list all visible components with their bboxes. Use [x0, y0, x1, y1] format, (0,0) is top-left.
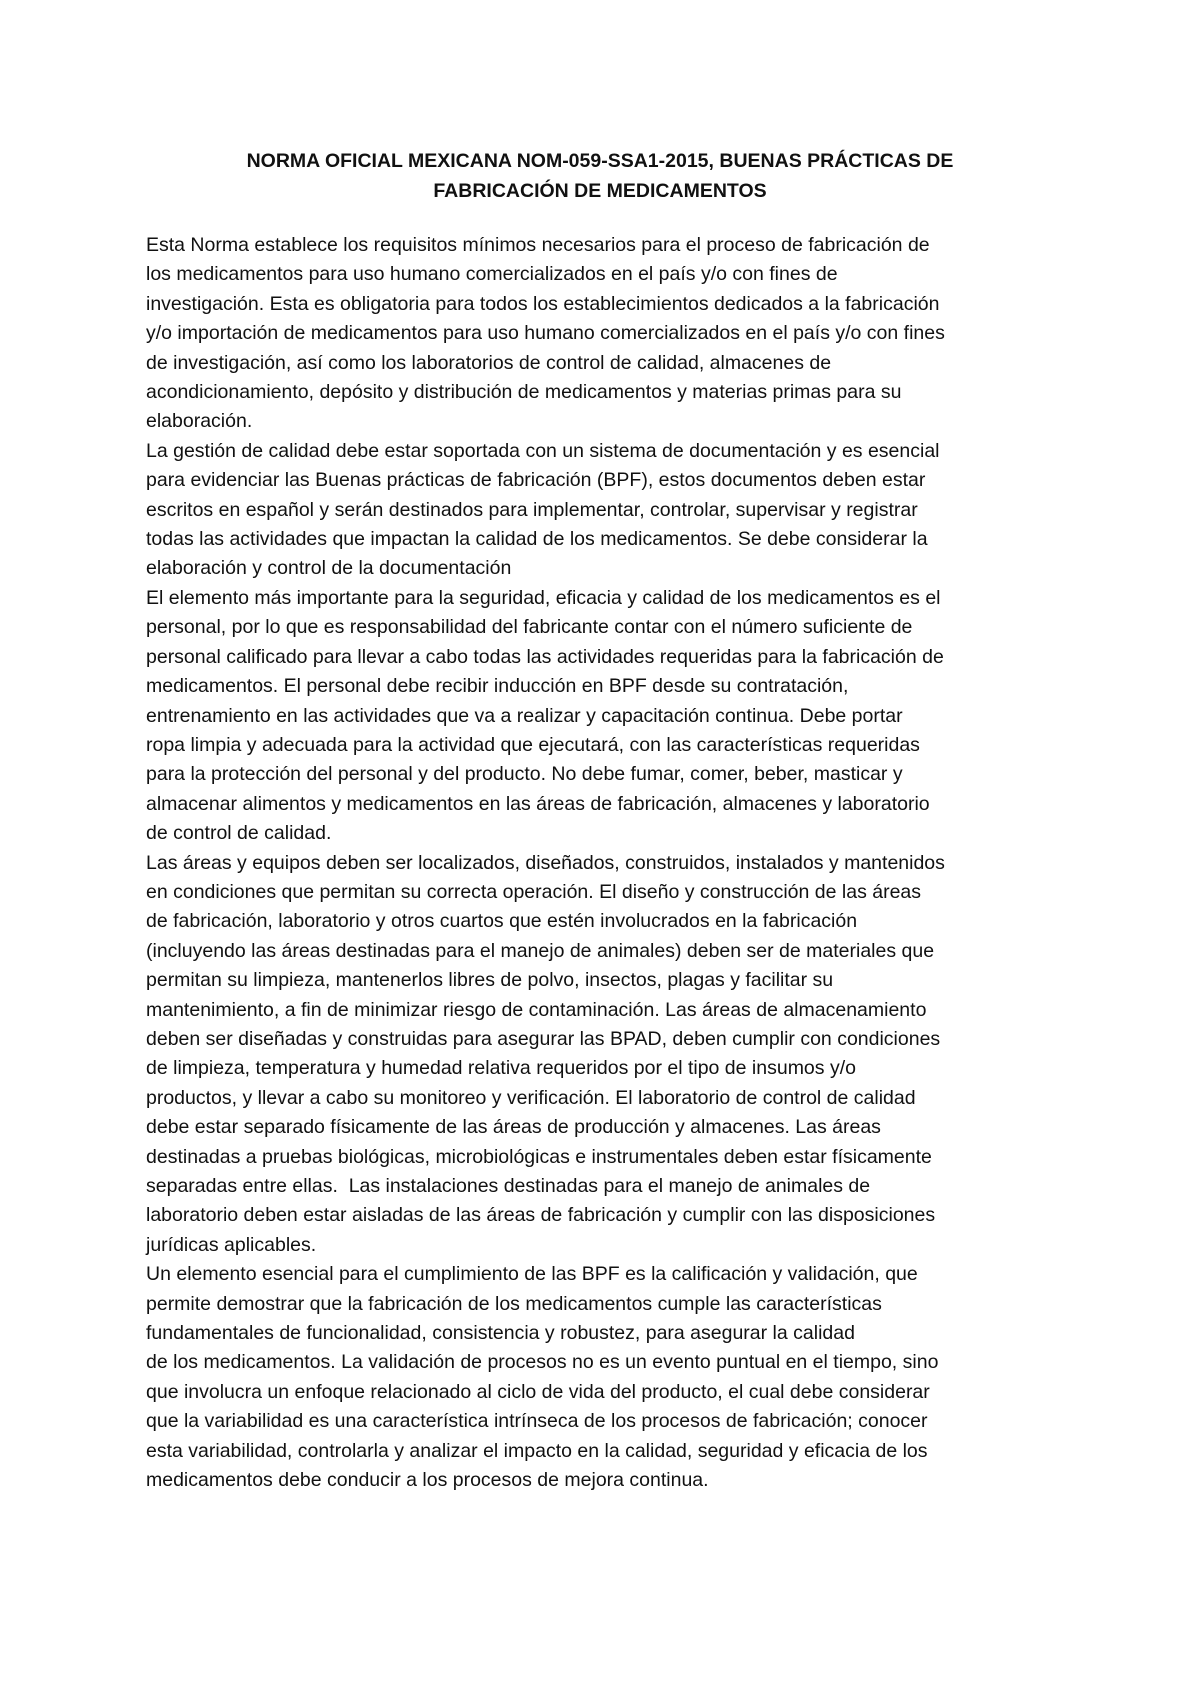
paragraph-line: deben ser diseñadas y construidas para asegurar las BPAD, deben cumplir con condiciones: [146, 1027, 941, 1050]
paragraph-line: El elemento más importante para la seguridad, eficacia y calidad de los medicamentos es el: [146, 586, 941, 609]
paragraph-line: La gestión de calidad debe estar soportada con un sistema de documentación y es esencial: [146, 439, 940, 462]
paragraph-line: acondicionamiento, depósito y distribución de medicamentos y materias primas para su: [146, 381, 902, 404]
paragraph-line: entrenamiento en las actividades que va a realizar y capacitación continua. Debe portar: [146, 704, 903, 727]
paragraph: [146, 1260, 1086, 1495]
paragraph-line: escritos en español y serán destinados para implementar, controlar, supervisar y registrar: [146, 498, 918, 521]
paragraph-line: Esta Norma establece los requisitos mínimos necesarios para el proceso de fabricación de: [146, 234, 930, 256]
paragraph-line: de los medicamentos. La validación de procesos no es un evento puntual en el tiempo, sino: [146, 1351, 939, 1374]
paragraph-line: Las áreas y equipos deben ser localizados, diseñados, construidos, instalados y mantenidos: [146, 851, 945, 874]
paragraph-line: elaboración.: [146, 410, 253, 433]
paragraph-line: fundamentales de funcionalidad, consistencia y robustez, para asegurar la calidad: [146, 1322, 855, 1345]
paragraph-line: de investigación, así como los laboratorios de control de calidad, almacenes de: [146, 351, 832, 374]
paragraph-line: todas las actividades que impactan la calidad de los medicamentos. Se debe considerar la: [146, 528, 928, 551]
title-line: NORMA OFICIAL MEXICANA NOM-059-SSA1-2015, BUENAS PRÁCTICAS DE: [246, 150, 954, 172]
paragraph-line: los medicamentos para uso humano comercializados en el país y/o con fines de: [146, 263, 838, 286]
paragraph-line: para evidenciar las Buenas prácticas de fabricación (BPF), estos documentos deben estar: [146, 469, 926, 492]
paragraph-line: debe estar separado físicamente de las áreas de producción y almacenes. Las áreas: [146, 1116, 881, 1139]
paragraph-line: para la protección del personal y del producto. No debe fumar, comer, beber, masticar y: [146, 763, 903, 786]
paragraph-line: esta variabilidad, controlarla y analizar el impacto en la calidad, seguridad y eficacia de los: [146, 1439, 928, 1462]
paragraph-line: que involucra un enfoque relacionado al ciclo de vida del producto, el cual debe considerar: [146, 1380, 930, 1403]
document-title: [146, 146, 1054, 206]
paragraph-line: en condiciones que permitan su correcta operación. El diseño y construcción de las áreas: [146, 880, 922, 903]
paragraph: [146, 584, 1086, 849]
paragraph-line: medicamentos. El personal debe recibir inducción en BPF desde su contratación,: [146, 675, 849, 698]
paragraph-line: separadas entre ellas. Las instalaciones destinadas para el manejo de animales de: [146, 1175, 871, 1197]
paragraph: [146, 849, 1086, 1261]
paragraph-line: de limpieza, temperatura y humedad relativa requeridos por el tipo de insumos y/o: [146, 1057, 856, 1080]
paragraph-line: y/o importación de medicamentos para uso humano comercializados en el país y/o con fines: [146, 322, 945, 345]
paragraph-line: personal calificado para llevar a cabo todas las actividades requeridas para la fabricación de: [146, 645, 944, 668]
paragraph-line: Un elemento esencial para el cumplimiento de las BPF es la calificación y validación, que: [146, 1263, 918, 1286]
paragraph-line: permite demostrar que la fabricación de los medicamentos cumple las características: [146, 1292, 882, 1315]
paragraph-line: jurídicas aplicables.: [146, 1233, 317, 1256]
paragraph-line: almacenar alimentos y medicamentos en las áreas de fabricación, almacenes y laboratorio: [146, 792, 930, 815]
title-line: FABRICACIÓN DE MEDICAMENTOS: [433, 180, 767, 202]
paragraph: [146, 231, 1086, 437]
document-body: [146, 231, 1086, 1495]
paragraph-line: ropa limpia y adecuada para la actividad que ejecutará, con las características requeridas: [146, 733, 920, 756]
paragraph-line: destinadas a pruebas biológicas, microbiológicas e instrumentales deben estar físicamente: [146, 1145, 932, 1168]
paragraph-line: investigación. Esta es obligatoria para todos los establecimientos dedicados a la fabricación: [146, 292, 940, 315]
paragraph-line: medicamentos debe conducir a los procesos de mejora continua.: [146, 1469, 709, 1492]
paragraph-line: permitan su limpieza, mantenerlos libres de polvo, insectos, plagas y facilitar su: [146, 969, 834, 992]
paragraph: [146, 437, 1086, 584]
paragraph-line: productos, y llevar a cabo su monitoreo y verificación. El laboratorio de control de calidad: [146, 1086, 916, 1109]
paragraph-line: laboratorio deben estar aisladas de las áreas de fabricación y cumplir con las disposiciones: [146, 1204, 936, 1227]
paragraph-line: de control de calidad.: [146, 822, 332, 845]
paragraph-line: (incluyendo las áreas destinadas para el manejo de animales) deben ser de materiales que: [146, 939, 935, 962]
paragraph-line: que la variabilidad es una característica intrínseca de los procesos de fabricación; conocer: [146, 1410, 928, 1433]
paragraph-line: elaboración y control de la documentación: [146, 557, 512, 580]
paragraph-line: personal, por lo que es responsabilidad del fabricante contar con el número suficiente de: [146, 616, 913, 639]
paragraph-line: de fabricación, laboratorio y otros cuartos que estén involucrados en la fabricación: [146, 910, 858, 933]
paragraph-line: mantenimiento, a fin de minimizar riesgo de contaminación. Las áreas de almacenamiento: [146, 998, 927, 1021]
